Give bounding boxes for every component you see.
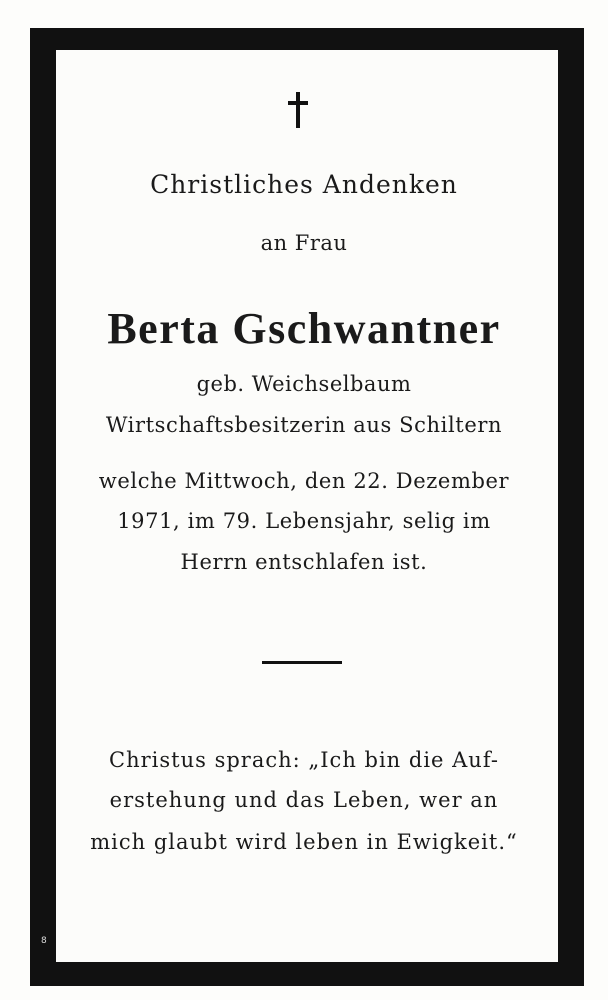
divider-rule [262,661,342,664]
maiden-name: geb. Weichselbaum [196,372,412,396]
card-heading: Christliches Andenken [150,170,458,199]
death-notice-line: Herrn entschlafen ist. [180,550,428,574]
death-notice-line: welche Mittwoch, den 22. Dezember [98,469,510,493]
quote-line: Christus sprach: „Ich bin die Auf- [109,748,499,772]
deceased-name: Berta Gschwantner [107,304,501,353]
cross-icon [288,92,308,128]
quote-line: mich glaubt wird leben in Ewigkeit.“ [90,830,518,854]
corner-mark: 8 [41,936,47,946]
quote-line: erstehung und das Leben, wer an [109,788,499,812]
addressee-line: an Frau [260,231,348,255]
death-notice-line: 1971, im 79. Lebensjahr, selig im [117,509,491,533]
occupation-line: Wirtschaftsbesitzerin aus Schiltern [105,413,503,437]
